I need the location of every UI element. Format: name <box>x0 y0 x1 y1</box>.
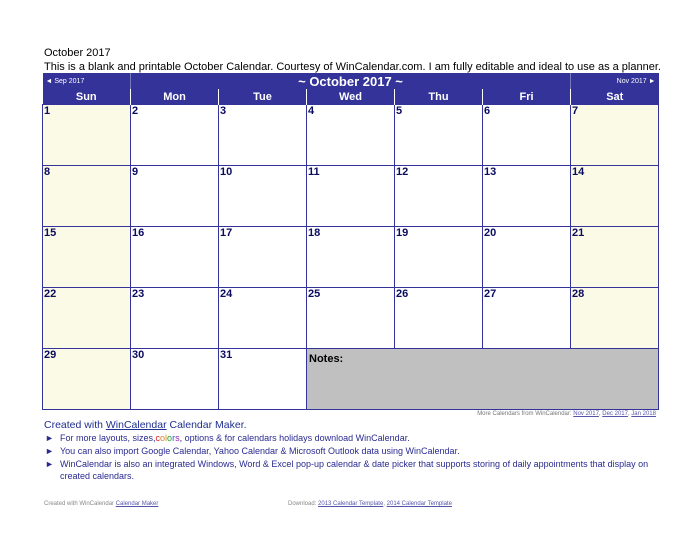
page-heading: October 2017 <box>44 47 111 59</box>
list-item <box>44 445 664 457</box>
info-bullets <box>44 432 664 483</box>
week-row <box>43 166 659 227</box>
day-number: 2 <box>132 105 139 117</box>
day-cell[interactable] <box>43 166 131 227</box>
color-letter: s <box>175 433 180 443</box>
day-cell[interactable] <box>307 105 395 166</box>
weekday-header: Fri <box>483 89 571 105</box>
day-cell[interactable] <box>307 288 395 349</box>
weekday-header: Thu <box>395 89 483 105</box>
template-2013-link[interactable]: 2013 Calendar Template <box>318 501 384 507</box>
bullet-text: , options & for calendars holidays download WinCalendar. <box>179 433 410 443</box>
day-cell[interactable] <box>43 105 131 166</box>
weekday-header: Wed <box>307 89 395 105</box>
day-number: 3 <box>220 105 227 117</box>
colors-word <box>156 433 180 443</box>
day-number: 16 <box>132 227 145 239</box>
week-row <box>43 349 659 410</box>
day-number: 26 <box>396 288 409 300</box>
footer-download-text: Download: <box>288 501 319 507</box>
jan-2018-link[interactable]: Jan 2018 <box>631 411 656 417</box>
day-number: 20 <box>484 227 497 239</box>
weekday-header-row <box>43 89 659 105</box>
day-cell[interactable] <box>483 227 571 288</box>
day-number: 21 <box>572 227 585 239</box>
day-number: 19 <box>396 227 409 239</box>
weekday-header: Sat <box>571 89 659 105</box>
weekday-header: Sun <box>43 89 131 105</box>
day-number: 5 <box>396 105 403 117</box>
list-item <box>44 458 664 482</box>
wincalendar-link[interactable]: WinCalendar <box>105 419 167 431</box>
week-row <box>43 288 659 349</box>
day-cell[interactable] <box>307 166 395 227</box>
footer-download <box>288 501 452 507</box>
template-2014-link[interactable]: 2014 Calendar Template <box>386 501 452 507</box>
notes-label: Notes: <box>309 353 344 365</box>
prev-month-link[interactable]: ◄ Sep 2017 <box>43 73 131 89</box>
day-cell[interactable] <box>219 349 307 410</box>
nov-2017-link[interactable]: Nov 2017 <box>573 411 599 417</box>
day-number: 18 <box>308 227 321 239</box>
day-number: 11 <box>308 166 320 178</box>
day-cell[interactable] <box>131 227 219 288</box>
day-number: 24 <box>220 288 233 300</box>
day-cell[interactable] <box>571 288 659 349</box>
day-cell[interactable] <box>43 288 131 349</box>
day-number: 25 <box>308 288 321 300</box>
day-cell[interactable] <box>571 166 659 227</box>
day-number: 28 <box>572 288 585 300</box>
footer-left <box>44 501 158 507</box>
calendar-title-row <box>43 73 659 89</box>
color-letter: r <box>172 433 176 443</box>
day-number: 6 <box>484 105 491 117</box>
day-number: 23 <box>132 288 145 300</box>
day-number: 10 <box>220 166 233 178</box>
notes-area[interactable] <box>307 349 659 410</box>
day-cell[interactable] <box>571 227 659 288</box>
intro-text: This is a blank and printable October Calendar. Courtesy of WinCalendar.com. I am fully editable and ideal to use as a planner. <box>44 61 661 73</box>
weekday-header: Tue <box>219 89 307 105</box>
day-cell[interactable] <box>395 288 483 349</box>
day-cell[interactable] <box>483 105 571 166</box>
day-cell[interactable] <box>395 166 483 227</box>
month-title: ~ October 2017 ~ <box>131 73 571 89</box>
color-letter: c <box>155 433 161 443</box>
day-cell[interactable] <box>307 227 395 288</box>
calendar-maker-link[interactable]: Calendar Maker <box>115 501 159 507</box>
color-letter: l <box>165 433 168 443</box>
created-prefix: Created with <box>44 419 106 431</box>
separator: , <box>627 411 632 417</box>
day-cell[interactable] <box>131 288 219 349</box>
next-month-link[interactable]: Nov 2017 ► <box>571 73 659 89</box>
calendar-table <box>42 73 659 410</box>
day-cell[interactable] <box>219 288 307 349</box>
bullet-text: You can also import Google Calendar, Yahoo Calendar & Microsoft Outlook data using WinCalendar. <box>60 446 460 456</box>
list-item <box>44 432 664 444</box>
triangle-right-icon: ► <box>45 446 54 456</box>
bullet-text: For more layouts, sizes, <box>60 433 156 443</box>
day-cell[interactable] <box>219 227 307 288</box>
day-cell[interactable] <box>131 349 219 410</box>
dec-2017-link[interactable]: Dec 2017 <box>602 411 628 417</box>
created-with-line <box>44 418 247 432</box>
day-cell[interactable] <box>483 288 571 349</box>
day-number: 27 <box>484 288 497 300</box>
triangle-right-icon: ► <box>45 433 54 443</box>
more-calendars-line <box>477 411 656 417</box>
day-number: 31 <box>220 349 233 361</box>
day-cell[interactable] <box>219 166 307 227</box>
day-number: 4 <box>308 105 315 117</box>
day-number: 15 <box>44 227 57 239</box>
day-cell[interactable] <box>131 105 219 166</box>
day-number: 12 <box>396 166 409 178</box>
day-number: 29 <box>44 349 57 361</box>
day-cell[interactable] <box>395 105 483 166</box>
more-calendars-label: More Calendars from WinCalendar: <box>477 411 574 417</box>
week-row <box>43 227 659 288</box>
day-cell[interactable] <box>219 105 307 166</box>
day-cell[interactable] <box>43 227 131 288</box>
day-number: 13 <box>484 166 497 178</box>
day-number: 17 <box>220 227 233 239</box>
color-letter: o <box>167 433 173 443</box>
day-number: 9 <box>132 166 139 178</box>
bullet-text: WinCalendar is also an integrated Windows, Word & Excel pop-up calendar & date picker that supports storing of daily appointments that display on created calendars. <box>60 459 649 481</box>
day-cell[interactable] <box>483 166 571 227</box>
week-row <box>43 105 659 166</box>
day-number: 7 <box>572 105 579 117</box>
separator: , <box>598 411 603 417</box>
day-cell[interactable] <box>43 349 131 410</box>
day-number: 8 <box>44 166 51 178</box>
day-number: 1 <box>44 105 51 117</box>
triangle-right-icon: ► <box>45 459 54 469</box>
footer-left-text: Created with WinCalendar <box>44 501 116 507</box>
color-letter: o <box>160 433 166 443</box>
day-cell[interactable] <box>131 166 219 227</box>
day-number: 30 <box>132 349 145 361</box>
day-cell[interactable] <box>395 227 483 288</box>
day-number: 14 <box>572 166 585 178</box>
day-number: 22 <box>44 288 57 300</box>
created-suffix: Calendar Maker. <box>166 419 247 431</box>
separator: , <box>383 501 387 507</box>
weekday-header: Mon <box>131 89 219 105</box>
day-cell[interactable] <box>571 105 659 166</box>
